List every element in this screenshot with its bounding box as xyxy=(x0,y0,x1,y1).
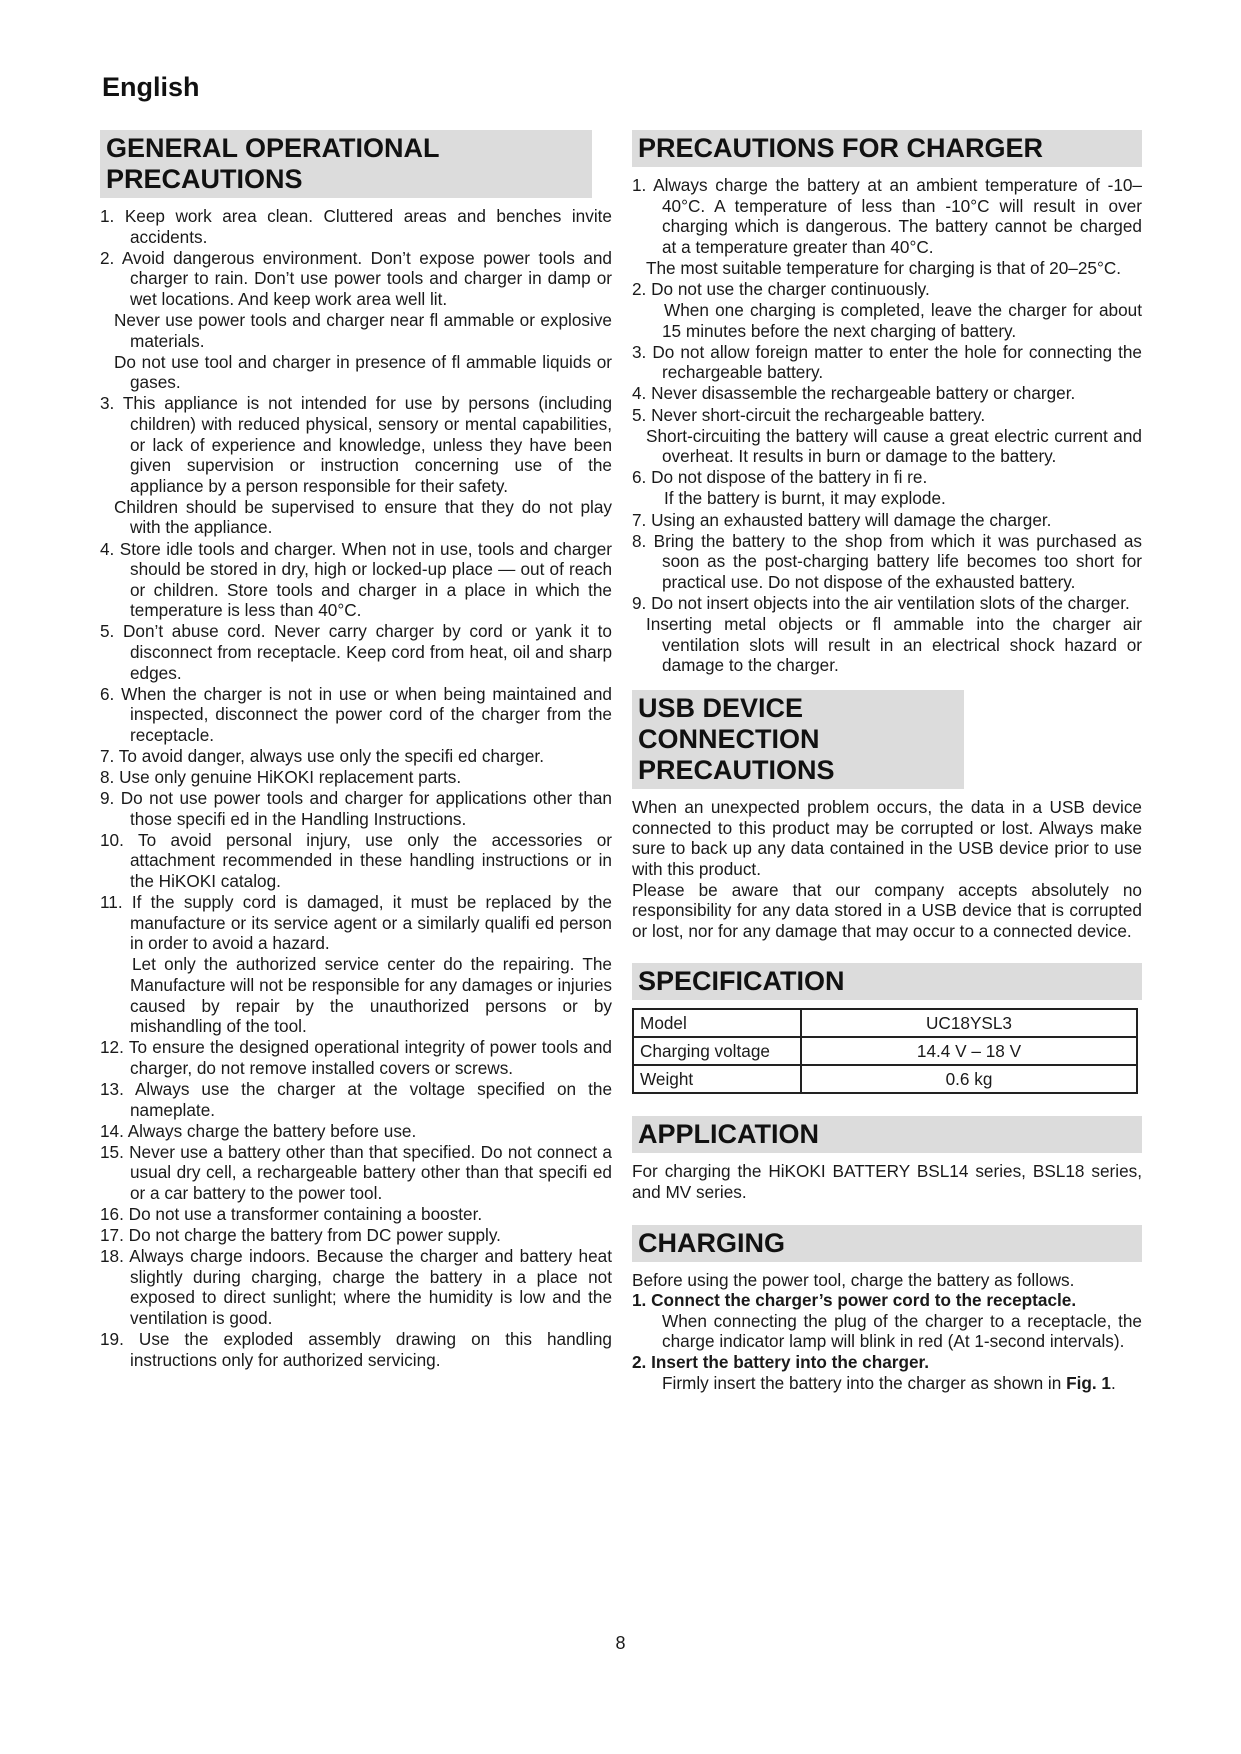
list-item: 17. Do not charge the battery from DC power supply. xyxy=(100,1225,501,1246)
general-precautions-list xyxy=(100,206,612,1370)
spec-value: 14.4 V – 18 V xyxy=(801,1037,1137,1065)
charger-precautions-title: PRECAUTIONS FOR CHARGER xyxy=(632,130,1142,167)
list-item: 14. Always charge the battery before use. xyxy=(100,1120,417,1141)
page-number: 8 xyxy=(615,1633,626,1653)
list-item: Never use power tools and charger near fl ammable or explosive materials. xyxy=(114,309,612,351)
list-item: Let only the authorized service center do the repairing. The Manufacture will not be responsible for any damages or injuries caused by repair by the unauthorized persons or by mishandling of the tool. xyxy=(130,954,612,1037)
list-item: 7. To avoid danger, always use only the specifi ed charger. xyxy=(100,745,544,766)
list-item: 18. Always charge indoors. Because the charger and battery heat slightly during charging, charge the battery in a place not exposed to direct sunlight; where the humidity is low and the ventilation is good. xyxy=(100,1246,612,1328)
list-item: 2. Avoid dangerous environment. Don’t expose power tools and charger to rain. Don’t use power tools and charger in damp or wet locations. And keep work area well lit. xyxy=(100,247,612,309)
step-body-period: . xyxy=(1110,1372,1116,1393)
spec-label: Weight xyxy=(633,1065,801,1093)
charging-intro: Before using the power tool, charge the battery as follows. xyxy=(632,1269,1075,1290)
table-row xyxy=(633,1037,1137,1065)
list-item: 4. Store idle tools and charger. When not in use, tools and charger should be stored in dry, high or locked-up place — out of reach or children. Store tools and charger in a place in which the temperature is less than 40°C. xyxy=(100,538,612,621)
charging-step-1 xyxy=(632,1290,1142,1352)
spec-label: Charging voltage xyxy=(633,1037,801,1065)
step-title: 1. Connect the charger’s power cord to the receptacle. xyxy=(632,1290,1077,1311)
list-item: 8. Use only genuine HiKOKI replacement parts. xyxy=(100,767,462,788)
charging-title: CHARGING xyxy=(632,1225,1142,1262)
list-item: 2. Do not use the charger continuously. xyxy=(632,278,930,299)
list-item: 1. Always charge the battery at an ambient temperature of -10–40°C. A temperature of less than -10°C will result in over charging which is dangerous. The battery cannot be charged at a temperature greater than 40°C. xyxy=(632,175,1142,257)
list-item: 7. Using an exhausted battery will damage the charger. xyxy=(632,509,1052,530)
charger-precautions-list xyxy=(632,175,1142,676)
list-item: 8. Bring the battery to the shop from which it was purchased as soon as the post-charging battery life becomes too short for practical use. Do not dispose of the exhausted battery. xyxy=(632,530,1142,592)
usb-paragraph-2: Please be aware that our company accepts absolutely no responsibility for any data stored in a USB device that is corrupted or lost, nor for any damage that may occur to a connected device. xyxy=(632,879,1142,941)
specification-title: SPECIFICATION xyxy=(632,963,1142,1000)
list-item: 1. Keep work area clean. Cluttered areas and benches invite accidents. xyxy=(100,206,612,247)
usb-precautions-title: USB DEVICE CONNECTION PRECAUTIONS xyxy=(632,690,964,789)
list-item: 6. When the charger is not in use or when being maintained and inspected, disconnect the power cord of the charger from the receptacle. xyxy=(100,683,612,745)
spec-value: UC18YSL3 xyxy=(801,1009,1137,1037)
list-item: 6. Do not dispose of the battery in fi re. xyxy=(632,467,928,488)
step-title: 2. Insert the battery into the charger. xyxy=(632,1351,930,1372)
list-item: 3. This appliance is not intended for use by persons (including children) with reduced physical, sensory or mental capabilities, or lack of experience and knowledge, unless they have been given supervision or instruction concerning use of the appliance by a person responsible for their safety. xyxy=(100,393,612,496)
list-item: 5. Never short-circuit the rechargeable battery. xyxy=(632,404,986,425)
list-item: Children should be supervised to ensure that they do not play with the appliance. xyxy=(114,496,612,538)
table-row xyxy=(633,1065,1137,1093)
general-precautions-title: GENERAL OPERATIONAL PRECAUTIONS xyxy=(100,130,592,198)
list-item: 11. If the supply cord is damaged, it must be replaced by the manufacture or its service agent or a similarly qualifi ed person in order to avoid a hazard. xyxy=(100,892,612,954)
list-item: 19. Use the exploded assembly drawing on this handling instructions only for authorized servicing. xyxy=(100,1329,612,1370)
figure-reference: Fig. 1 xyxy=(1066,1372,1111,1393)
list-item: 15. Never use a battery other than that specified. Do not connect a usual dry cell, a rechargeable battery other than that specifi ed or a car battery to the power tool. xyxy=(100,1141,612,1203)
right-column xyxy=(632,130,1142,1393)
application-text: For charging the HiKOKI BATTERY BSL14 series, BSL18 series, and MV series. xyxy=(632,1161,1142,1202)
specification-table xyxy=(632,1008,1138,1094)
list-item: 9. Do not insert objects into the air ventilation slots of the charger. xyxy=(632,592,1130,613)
list-item: 10. To avoid personal injury, use only the accessories or attachment recommended in these handling instructions or in the HiKOKI catalog. xyxy=(100,829,612,891)
list-item: The most suitable temperature for charging is that of 20–25°C. xyxy=(646,257,1122,278)
left-column xyxy=(100,130,612,1371)
list-item: 13. Always use the charger at the voltage specified on the nameplate. xyxy=(100,1078,612,1120)
list-item: Short-circuiting the battery will cause a great electric current and overheat. It results in burn or damage to the battery. xyxy=(646,425,1142,467)
step-body-text: Firmly insert the battery into the charger as shown in xyxy=(662,1372,1062,1393)
list-item: If the battery is burnt, it may explode. xyxy=(664,488,946,509)
list-item: 9. Do not use power tools and charger for applications other than those specifi ed in the Handling Instructions. xyxy=(100,788,612,829)
list-item: When one charging is completed, leave the charger for about 15 minutes before the next charging of battery. xyxy=(662,300,1142,341)
step-body xyxy=(632,1373,1142,1394)
list-item: Inserting metal objects or fl ammable into the charger air ventilation slots will result in an electrical shock hazard or damage to the charger. xyxy=(646,613,1142,676)
application-title: APPLICATION xyxy=(632,1116,1142,1153)
step-body: When connecting the plug of the charger to a receptacle, the charge indicator lamp will blink in red (At 1-second intervals). xyxy=(662,1310,1142,1352)
list-item: 16. Do not use a transformer containing a booster. xyxy=(100,1204,483,1224)
table-row xyxy=(633,1009,1137,1037)
list-item: 4. Never disassemble the rechargeable battery or charger. xyxy=(632,383,1076,404)
spec-label: Model xyxy=(633,1009,801,1037)
list-item: 5. Don’t abuse cord. Never carry charger by cord or yank it to disconnect from receptacle. Keep cord from heat, oil and sharp edges. xyxy=(100,621,612,683)
page-language: English xyxy=(102,72,200,102)
usb-paragraph-1: When an unexpected problem occurs, the data in a USB device connected to this product may be corrupted or lost. Always make sure to back up any data contained in the USB device prior to use with this product. xyxy=(632,797,1142,880)
list-item: 12. To ensure the designed operational integrity of power tools and charger, do not remove installed covers or screws. xyxy=(100,1037,612,1078)
spec-value: 0.6 kg xyxy=(801,1065,1137,1093)
list-item: 3. Do not allow foreign matter to enter the hole for connecting the rechargeable battery. xyxy=(632,341,1142,383)
list-item: Do not use tool and charger in presence of fl ammable liquids or gases. xyxy=(114,351,612,393)
charging-step-2 xyxy=(632,1352,1142,1393)
